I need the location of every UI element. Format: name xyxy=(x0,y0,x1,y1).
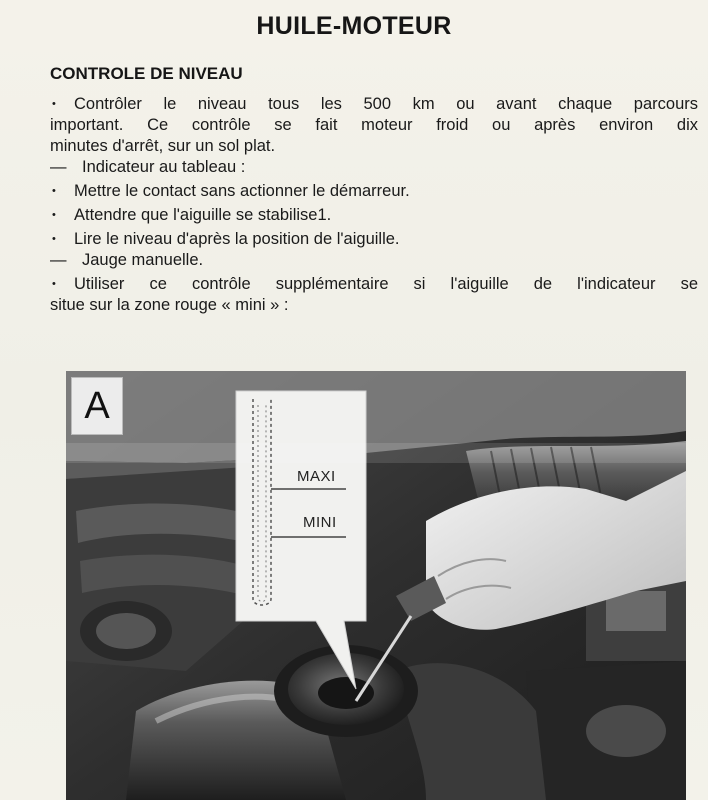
text-line xyxy=(50,94,698,115)
paragraph-line: important. Ce contrôle se fait moteur froid ou après environ dix xyxy=(50,116,698,134)
text-line xyxy=(50,205,698,226)
page-title: HUILE-MOTEUR xyxy=(256,12,452,40)
paragraph-line: Indicateur au tableau : xyxy=(82,158,246,176)
engine-photo xyxy=(66,371,686,800)
paragraph-line: minutes d'arrêt, sur un sol plat. xyxy=(50,137,276,155)
bullet-marker: • xyxy=(52,278,56,290)
bullet-marker: • xyxy=(52,233,56,245)
text-line xyxy=(50,115,698,136)
paragraph-line: Attendre que l'aiguille se stabilise1. xyxy=(74,206,332,224)
text-line xyxy=(50,250,698,271)
paragraph-line: Utiliser ce contrôle supplémentaire si l'aiguille de l'indicateur se xyxy=(74,275,698,293)
text-line xyxy=(50,274,698,295)
section-heading: CONTROLE DE NIVEAU xyxy=(50,64,243,83)
bullet-marker: • xyxy=(52,185,56,197)
gauge-mini-label: MINI xyxy=(303,514,337,531)
bullet-marker: • xyxy=(52,209,56,221)
gauge-maxi-label: MAXI xyxy=(297,468,336,485)
paragraph-line: Mettre le contact sans actionner le démarreur. xyxy=(74,182,410,200)
text-line xyxy=(50,136,698,157)
body-text xyxy=(50,94,698,316)
text-line xyxy=(50,229,698,250)
paragraph-line: Lire le niveau d'après la position de l'aiguille. xyxy=(74,230,400,248)
figure-label: A xyxy=(71,377,123,435)
dash-marker: — xyxy=(50,251,67,269)
paragraph-line: Contrôler le niveau tous les 500 km ou avant chaque parcours xyxy=(74,95,698,113)
engine-photo-figure xyxy=(66,371,686,800)
text-line xyxy=(50,181,698,202)
text-line xyxy=(50,157,698,178)
text-line xyxy=(50,295,698,316)
dash-marker: — xyxy=(50,158,67,176)
bullet-marker: • xyxy=(52,98,56,110)
paragraph-line: Jauge manuelle. xyxy=(82,251,204,269)
paragraph-line: situe sur la zone rouge « mini » : xyxy=(50,296,289,314)
